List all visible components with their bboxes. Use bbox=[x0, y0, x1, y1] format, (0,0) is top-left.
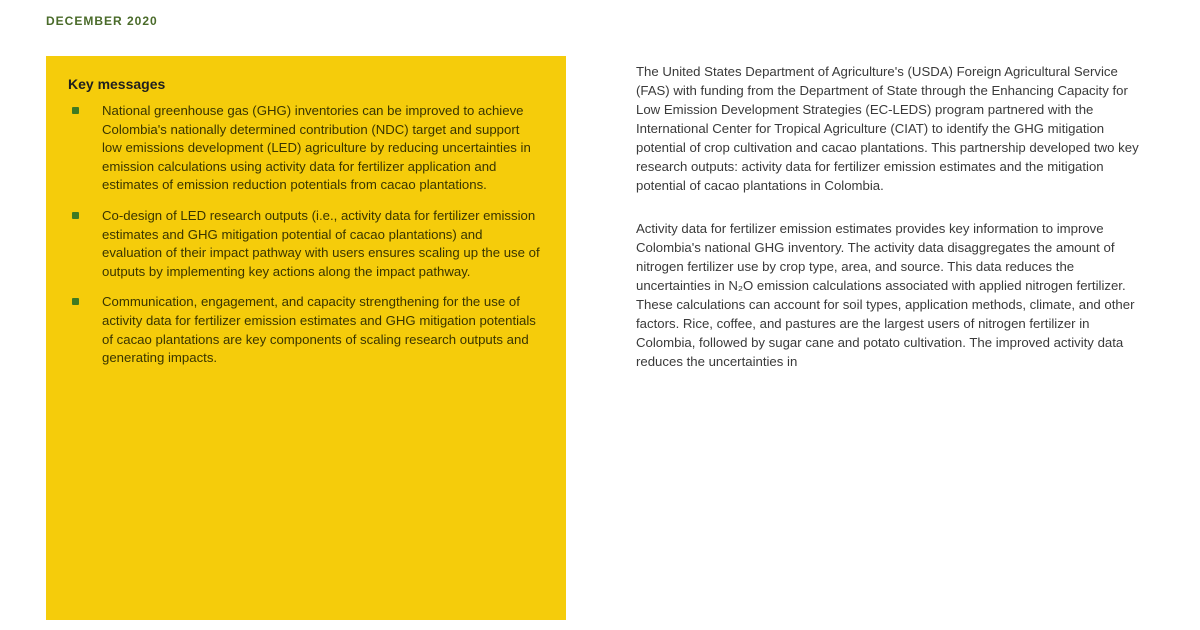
body-paragraph: The United States Department of Agriculture's (USDA) Foreign Agricultural Service (FAS) with funding from the Department of State through the Enhancing Capacity for Low Emission Development Strategies (EC-LEDS) program partnered with the International Center for Tropical Agriculture (CIAT) to identify the GHG mitigation potential of crop cultivation and cacao plantations. This partnership developed two key research outputs: activity data for fertilizer emission estimates and the mitigation potential of cacao plantations in Colombia. bbox=[636, 64, 1139, 193]
key-message-item bbox=[68, 207, 540, 281]
key-message-text: Co-design of LED research outputs (i.e., activity data for fertilizer emission estimates and GHG mitigation potential of cacao plantations) and evaluation of their impact pathway with users ensures scaling up the use of outputs by implementing key actions along the impact pathway. bbox=[102, 207, 540, 279]
key-messages-list bbox=[68, 102, 540, 368]
key-message-text: National greenhouse gas (GHG) inventories can be improved to achieve Colombia's nationally determined contribution (NDC) target and support low emissions development (LED) agriculture by reducing uncertainties in emission calculations using activity data for fertilizer application and estimates of emission reduction potentials from cacao plantations. bbox=[102, 103, 531, 193]
body-text-column bbox=[636, 62, 1146, 395]
key-messages-title: Key messages bbox=[68, 76, 166, 92]
key-messages-box bbox=[46, 56, 566, 620]
publication-date: DECEMBER 2020 bbox=[46, 14, 158, 28]
body-paragraph: Activity data for fertilizer emission estimates provides key information to improve Colombia's national GHG inventory. The activity data disaggregates the amount of nitrogen fertilizer use by crop type, area, and source. This data reduces the uncertainties in N₂O emission calculations associated with applied nitrogen fertilizer. These calculations can account for soil types, application methods, climate, and other factors. Rice, coffee, and pastures are the largest users of nitrogen fertilizer in Colombia, followed by sugar cane and potato cultivation. The improved activity data reduces the uncertainties in bbox=[636, 221, 1135, 369]
key-message-text: Communication, engagement, and capacity strengthening for the use of activity data for fertilizer emission estimates and GHG mitigation potentials of cacao plantations are key components of scaling research outputs and generating impacts. bbox=[102, 294, 536, 366]
square-bullet-icon bbox=[72, 107, 79, 114]
square-bullet-icon bbox=[72, 212, 79, 219]
key-message-item bbox=[68, 102, 540, 195]
square-bullet-icon bbox=[72, 298, 79, 305]
key-message-item bbox=[68, 293, 540, 367]
